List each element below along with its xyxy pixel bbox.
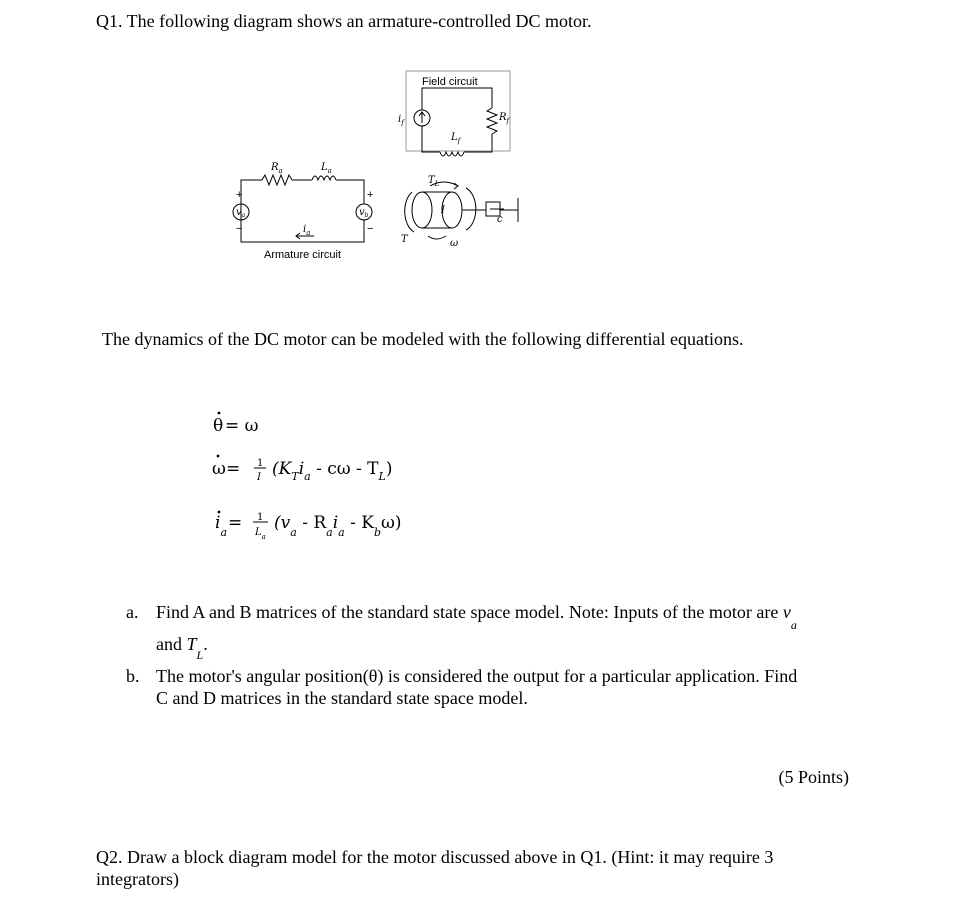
label-Ra: $R_a$: [271, 162, 283, 175]
label-damping: c: [497, 214, 503, 225]
part-a-va: $v_a$: [782, 602, 797, 632]
armature-inductor-icon: [312, 176, 336, 180]
equation-2: [212, 455, 392, 483]
field-resistor-icon: [487, 108, 497, 134]
vb-plus: +: [367, 189, 374, 201]
dynamics-intro: The dynamics of the DC motor can be modeled with the following differential equations.: [102, 329, 744, 349]
label-La: $L_a$: [321, 162, 332, 175]
eq3-rhs: $(v_a - R_ai_a - K_b\omega)$: [274, 513, 402, 539]
label-Lf: $L_f$: [451, 132, 461, 145]
va-minus: −: [236, 223, 243, 235]
vb-minus: −: [367, 223, 374, 235]
part-b-letter: b.: [126, 666, 140, 686]
label-inertia: I: [441, 205, 445, 216]
label-if: $i_f$: [398, 114, 404, 127]
va-plus: +: [236, 189, 243, 201]
label-vb: $v_b$: [359, 207, 369, 219]
eq2-num: 1: [257, 458, 264, 469]
question-part-b: [126, 665, 866, 715]
label-TL: $T_L$: [428, 175, 440, 188]
part-a-TL: $T_L$: [186, 634, 204, 662]
eq2-den: I: [257, 472, 261, 483]
points-label: (5 Points): [778, 767, 849, 787]
part-a-line2-end: .: [203, 634, 208, 654]
part-b-line1: The motor's angular position(θ) is considered the output for a particular application. Find: [156, 666, 798, 686]
q1-title: Q1. The following diagram shows an armature-controlled DC motor.: [96, 11, 592, 31]
label-torque: T: [401, 234, 408, 245]
equation-3: [215, 511, 402, 541]
eq1-lhs: θ: [213, 416, 224, 436]
eq2-eq: =: [226, 459, 241, 479]
part-a-text: Find A and B matrices of the standard state space model. Note: Inputs of the motor are: [156, 602, 783, 622]
armature-circuit-label: Armature circuit: [264, 249, 342, 261]
equation-1: [213, 412, 259, 436]
eq3-num: 1: [257, 512, 264, 523]
motor-rotor: [405, 182, 518, 239]
armature-resistor-icon: [262, 175, 292, 185]
field-circuit-label: Field circuit: [422, 76, 478, 88]
question-part-a: [126, 601, 866, 661]
eq3-lhs: $i_a$: [215, 513, 227, 539]
label-va: $v_a$: [236, 207, 246, 219]
eq3-eq: =: [228, 513, 243, 533]
part-a-line2-start: and: [156, 634, 187, 654]
part-b-line2: C and D matrices in the standard state space model.: [156, 688, 528, 708]
label-ia: $i_a$: [303, 224, 311, 237]
field-inductor-icon: [440, 152, 464, 156]
label-omega: ω: [450, 238, 459, 249]
eq2-lhs: ω: [212, 459, 226, 479]
eq3-den: $L_a$: [255, 527, 266, 541]
part-a-letter: a.: [126, 602, 139, 622]
label-Rf: $R_f$: [499, 112, 510, 125]
eq1-rest: = ω: [225, 416, 259, 436]
eq2-rhs: ($K_Ti_a$ - cω - $T_L$): [272, 459, 393, 483]
q2-text: Q2. Draw a block diagram model for the motor discussed above in Q1. (Hint: it may require 3 integrators): [96, 847, 774, 889]
